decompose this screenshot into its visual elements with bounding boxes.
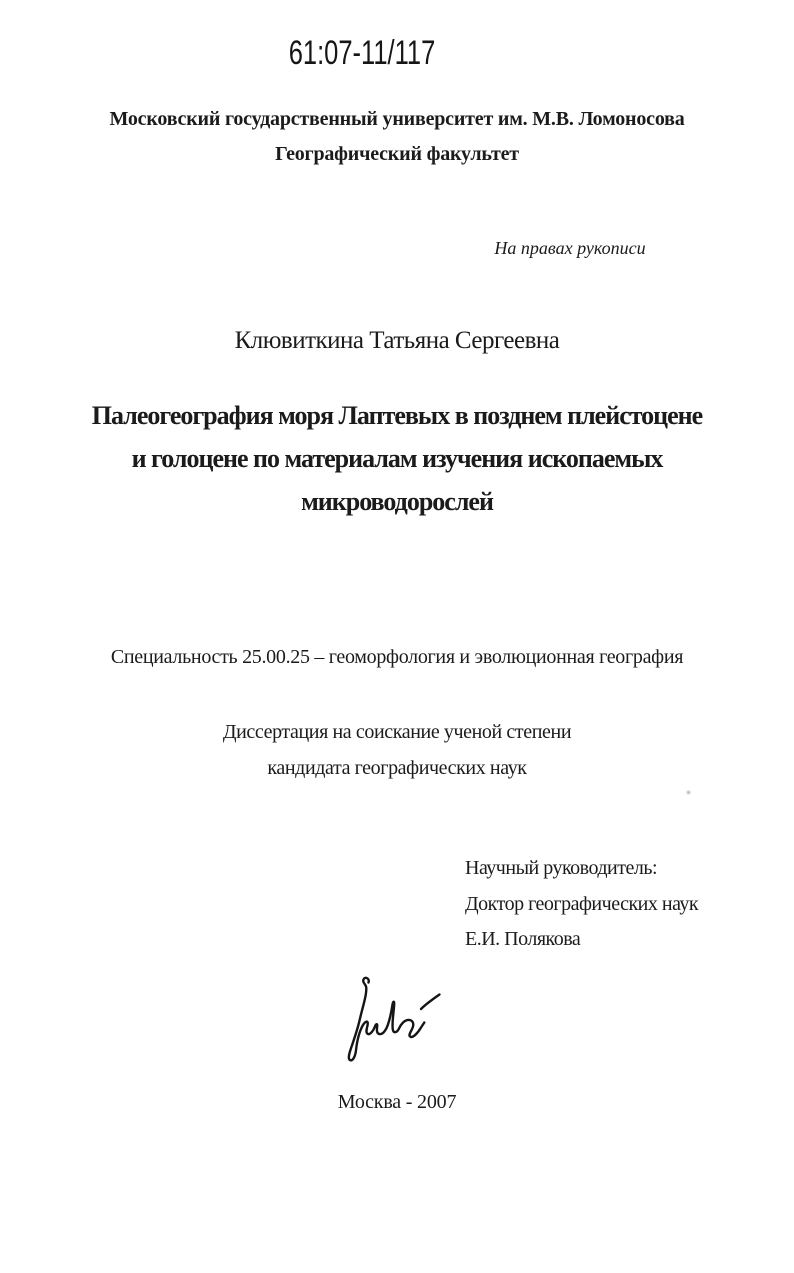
specialty-line: Специальность 25.00.25 – геоморфология и эволюционная география	[110, 646, 684, 668]
university-name: Московский государственный университет им. М.В. Ломоносова	[109, 108, 685, 130]
manuscript-rights-note: На правах рукописи	[494, 238, 646, 258]
dissertation-title-line-2: и голоцене по материалам изучения ископаемых	[131, 444, 663, 473]
supervisor-block	[465, 851, 765, 958]
city-year: Москва - 2007	[337, 1091, 457, 1113]
supervisor-label: Научный руководитель:	[465, 857, 658, 879]
signature-ink-icon	[335, 972, 455, 1067]
dissertation-title-line-3: микроводорослей	[301, 487, 493, 516]
dissertation-type-line-2: кандидата географических наук	[267, 757, 527, 779]
supervisor-degree: Доктор географических наук	[465, 892, 699, 915]
faculty-name: Географический факультет	[275, 143, 519, 165]
dissertation-type-line-1: Диссертация на соискание ученой степени	[222, 721, 572, 743]
handwritten-signature	[335, 972, 455, 1067]
dissertation-title-line-1: Палеогеография моря Лаптевых в позднем плейстоцене	[91, 401, 703, 430]
author-name: Клювиткина Татьяна Сергеевна	[234, 327, 560, 354]
supervisor-name: Е.И. Полякова	[465, 928, 581, 950]
catalog-number: 61:07-11/117	[288, 34, 436, 72]
dissertation-type	[0, 714, 794, 786]
scan-speck	[686, 790, 691, 795]
dissertation-title	[0, 394, 794, 523]
